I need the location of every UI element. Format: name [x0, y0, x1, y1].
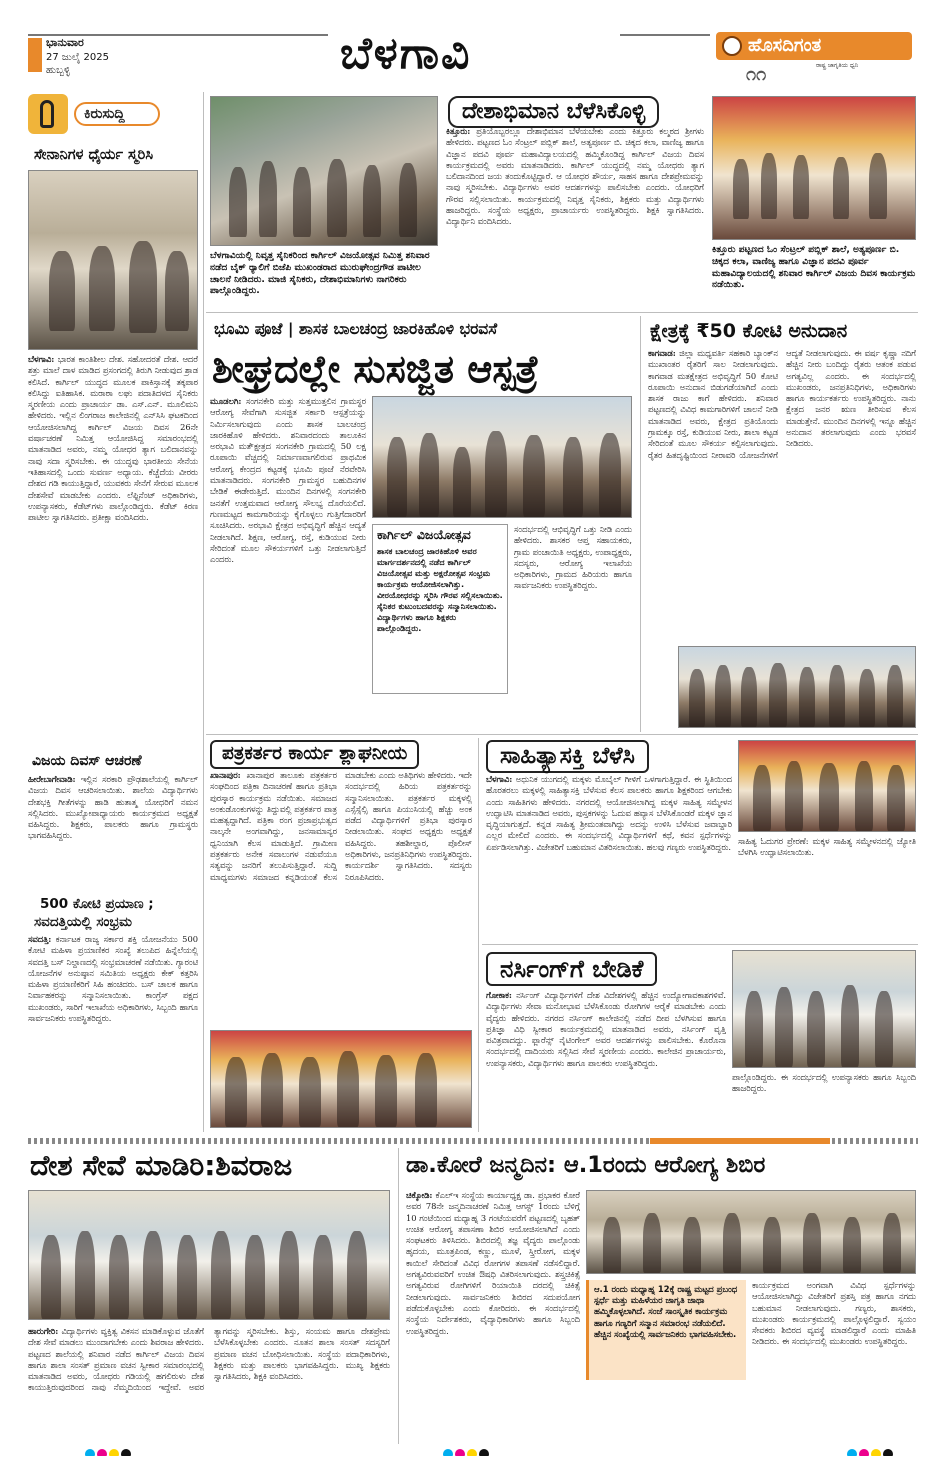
nursing-body [486, 990, 726, 1110]
logo-text: ಹೊಸದಿಗಂತ [748, 35, 822, 56]
desha-seve-title: ದೇಶ ಸೇವೆ ಮಾಡಿರಿ:ಶಿವರಾಜ [30, 1149, 293, 1182]
rule-nursing-top [482, 944, 918, 945]
kirusuddi-item1-photo [28, 170, 198, 350]
hospital-body-right [514, 524, 632, 724]
logo-tagline: ರಾಷ್ಟ್ರ ಜಾಗೃತಿಯ ಧ್ವನಿ [816, 62, 859, 69]
kore-text: ಕೆಎಲ್‌ಇ ಸಂಸ್ಥೆಯ ಕಾರ್ಯಾಧ್ಯಕ್ಷ ಡಾ. ಪ್ರಭಾಕರ ಕೋರೆ ಅವರ 78ನೇ ಜನ್ಮದಿನಾಚರಣೆ ನಿಮಿತ್ತ ಆಗಸ್ಟ್ 1ರಂದು ಬೆಳಿಗ್ಗೆ 10 ಗಂಟೆಯಿಂದ ಮಧ್ಯಾಹ್ನ 3 ಗಂಟೆಯವರೆಗೆ ಪಟ್ಟಣದಲ್ಲಿ ಬೃಹತ್ ಉಚಿತ ಆರೋಗ್ಯ ತಪಾಸಣಾ ಶಿಬಿರ ಆಯೋಜಿಸಲಾಗಿದೆ ಎಂದು ಸಂಘಟಕರು ತಿಳಿಸಿದರು. ಶಿಬಿರದಲ್ಲಿ ತಜ್ಞ ವೈದ್ಯರು ಪಾಲ್ಗೊಂಡು ಹೃದಯ, ಮೂತ್ರಪಿಂಡ, ಕಣ್ಣು, ಮೂಳೆ, ಸ್ತ್ರೀರೋಗ, ಮಕ್ಕಳ ಕಾಯಿಲೆ ಸೇರಿದಂತೆ ವಿವಿಧ ರೋಗಗಳ ತಪಾಸಣೆ ನಡೆಸಲಿದ್ದಾರೆ. ಅಗತ್ಯವಿರುವವರಿಗೆ ಉಚಿತ ಔಷಧಿ ವಿತರಿಸಲಾಗುವುದು. ಶಸ್ತ್ರಚಿಕಿತ್ಸೆ ಅಗತ್ಯವಿರುವ ರೋಗಿಗಳಿಗೆ ರಿಯಾಯಿತಿ ದರದಲ್ಲಿ ಚಿಕಿತ್ಸೆ ನೀಡಲಾಗುವುದು. ಸಾರ್ವಜನಿಕರು ಶಿಬಿರದ ಸದುಪಯೋಗ ಪಡೆದುಕೊಳ್ಳಬೇಕು ಎಂದು ಕೋರಿದರು. ಈ ಸಂದರ್ಭದಲ್ಲಿ ಸಂಸ್ಥೆಯ ನಿರ್ದೇಶಕರು, ವೈದ್ಯಾಧಿಕಾರಿಗಳು ಹಾಗೂ ಸಿಬ್ಬಂದಿ ಉಪಸ್ಥಿತರಿದ್ದರು. [406, 1190, 580, 1336]
desha-seve-body [28, 1326, 390, 1442]
masthead-rule-right [620, 34, 710, 36]
hospital-text: ಸಂಗನಕೇರಿ ಮತ್ತು ಸುತ್ತಮುತ್ತಲಿನ ಗ್ರಾಮಸ್ಥರ ಆರೋಗ್ಯ ಸೇವೆಗಾಗಿ ಸುಸಜ್ಜಿತ ಸರ್ಕಾರಿ ಆಸ್ಪತ್ರೆಯನ್ನು ನಿರ್ಮಿಸಲಾಗುವುದು ಎಂದು ಶಾಸಕ ಬಾಲಚಂದ್ರ ಜಾರಕಿಹೊಳಿ ಹೇಳಿದರು. ಶನಿವಾರದಂದು ತಾಲೂಕಿನ ಅರಭಾವಿ ಮತ್ಕ್ಷೇತ್ರದ ಸಂಗನಕೇರಿ ಗ್ರಾಮದಲ್ಲಿ 50 ಲಕ್ಷ ರೂಪಾಯಿ ವೆಚ್ಚದಲ್ಲಿ ನಿರ್ಮಾಣವಾಗಲಿರುವ ಪ್ರಾಥಮಿಕ ಆರೋಗ್ಯ ಕೇಂದ್ರದ ಕಟ್ಟಡಕ್ಕೆ ಭೂಮಿ ಪೂಜೆ ನೆರವೇರಿಸಿ ಮಾತನಾಡಿದರು. ಸಂಗನಕೇರಿ ಗ್ರಾಮಸ್ಥರ ಬಹುದಿನಗಳ ಬೇಡಿಕೆ ಈಡೇರುತ್ತಿದೆ. ಮುಂದಿನ ದಿನಗಳಲ್ಲಿ ಸಂಗನಕೇರಿ ಜನತೆಗೆ ಉತ್ತಮವಾದ ಆರೋಗ್ಯ ಸೌಲಭ್ಯ ದೊರೆಯಲಿದೆ. ಗುಣಮಟ್ಟದ ಕಾಮಗಾರಿಯನ್ನು ಕೈಗೊಳ್ಳಲು ಗುತ್ತಿಗೆದಾರರಿಗೆ ಸೂಚಿಸಿದರು. ಅರಭಾವಿ ಕ್ಷೇತ್ರದ ಅಭಿವೃದ್ಧಿಗೆ ಹೆಚ್ಚಿನ ಆದ್ಯತೆ ನೀಡಲಾಗಿದೆ. ಶಿಕ್ಷಣ, ಆರೋಗ್ಯ, ರಸ್ತೆ, ಕುಡಿಯುವ ನೀರು ಸೇರಿದಂತೆ ಮೂಲ ಸೌಕರ್ಯಗಳಿಗೆ ಒತ್ತು ನೀಡಲಾಗುತ್ತಿದೆ ಎಂದರು. [210, 396, 366, 565]
sahitya-title: ಸಾಹಿತ್ಯಾಸಕ್ತಿ ಬೆಳೆಸಿ [486, 740, 649, 773]
rule-under-top-stories [206, 312, 918, 313]
deshabhimana-title: ದೇಶಾಭಿಮಾನ ಬೆಳೆಸಿಕೊಳ್ಳಿ [448, 96, 659, 128]
sahitya-caption-text: ಸಾಹಿತ್ಯ ಓದುಗರ ಪ್ರೇರಣೆ: ಮಕ್ಕಳ ಸಾಹಿತ್ಯ ಸಮ್ಮೇಳನದಲ್ಲಿ ಜ್ಯೋತಿ ಬೆಳಗಿಸಿ ಉದ್ಘಾಟಿಸಲಾಯಿತು. [738, 836, 916, 858]
kirusuddi-item1-lead: ಬೆಳಗಾವಿ: [28, 354, 55, 364]
nursing-caption [732, 1072, 916, 1128]
school-event-photo [712, 96, 916, 240]
rule-mid-section [206, 734, 918, 735]
deshabhimana-body [446, 126, 704, 306]
kirusuddi-item1-title: ಸೇನಾನಿಗಳ ಧೈರ್ಯ ಸ್ಮರಿಸಿ [34, 147, 154, 163]
masthead-orange-block [28, 38, 42, 72]
nursing-photo [732, 950, 916, 1068]
deshabhimana-text: ಪ್ರತಿಯೊಬ್ಬರಲ್ಲೂ ದೇಶಾಭಿಮಾನ ಬೆಳೆಯಬೇಕು ಎಂದು ಕಿತ್ತೂರು ಕಲ್ಮಠದ ಶ್ರೀಗಳು ಹೇಳಿದರು. ಪಟ್ಟಣದ ಓಂ ಸೆಂಟ್ರಲ್ ಪಬ್ಲಿಕ್ ಶಾಲೆ, ಅತ್ಯಪೂರ್ಣ ಬಿ. ಚಿಕ್ಕದ ಕಲಾ, ವಾಣಿಜ್ಯ ಹಾಗೂ ವಿಜ್ಞಾನ ಪದವಿ ಪೂರ್ವ ಮಹಾವಿದ್ಯಾಲಯದಲ್ಲಿ ಹಮ್ಮಿಕೊಂಡಿದ್ದ ಕಾರ್ಗಿಲ್ ವಿಜಯ ದಿವಸ ಕಾರ್ಯಕ್ರಮದಲ್ಲಿ ಅವರು ಮಾತನಾಡಿದರು. ಕಾರ್ಗಿಲ್ ಯುದ್ಧದಲ್ಲಿ ನಮ್ಮ ಯೋಧರು ತ್ಯಾಗ ಬಲಿದಾನದಿಂದ ಜಯ ತಂದುಕೊಟ್ಟಿದ್ದಾರೆ. ಆ ಯೋಧರ ಶೌರ್ಯ, ಸಾಹಸ ಹಾಗೂ ದೇಶಪ್ರೇಮವನ್ನು ನಾವು ಸ್ಮರಿಸಬೇಕು. ವಿದ್ಯಾರ್ಥಿಗಳು ಅವರ ಆದರ್ಶಗಳನ್ನು ಪಾಲಿಸಬೇಕು ಎಂದರು. ಯೋಧರಿಗೆ ಗೌರವ ಸಲ್ಲಿಸಲಾಯಿತು. ಕಾರ್ಯಕ್ರಮದಲ್ಲಿ ನಿವೃತ್ತ ಸೈನಿಕರು, ಶಿಕ್ಷಕರು ಮತ್ತು ವಿದ್ಯಾರ್ಥಿಗಳು ಹಾಜರಿದ್ದರು. ಸಂಸ್ಥೆಯ ಅಧ್ಯಕ್ಷರು, ಪ್ರಾಚಾರ್ಯರು ಉಪಸ್ಥಿತರಿದ್ದರು. ಶಿಕ್ಷಕಿ ಸ್ವಾಗತಿಸಿದರು. ವಿದ್ಯಾರ್ಥಿನಿ ವಂದಿಸಿದರು. [446, 126, 704, 227]
reg-dot-yellow [109, 1449, 119, 1456]
kore-body-right [752, 1280, 916, 1442]
desha-seve-text: ವಿದ್ಯಾರ್ಥಿಗಳು ವ್ಯಕ್ತಿತ್ವ ವಿಕಸನ ಮಾಡಿಕೊಳ್ಳುವ ಜೊತೆಗೆ ದೇಶ ಸೇವೆ ಮಾಡಲು ಮುಂದಾಗಬೇಕು ಎಂದು ಶಿವರಾಜ ಹೇಳಿದರು. ಪಟ್ಟಣದ ಶಾಲೆಯಲ್ಲಿ ಶನಿವಾರ ನಡೆದ ಕಾರ್ಗಿಲ್ ವಿಜಯ ದಿವಸ ಹಾಗೂ ಶಾಲಾ ಸಂಸತ್ ಪ್ರಮಾಣ ವಚನ ಸ್ವೀಕಾರ ಸಮಾರಂಭದಲ್ಲಿ ಮಾತನಾಡಿದ ಅವರು, ಯೋಧರು ಗಡಿಯಲ್ಲಿ ಹಗಲಿರುಳು ದೇಶ ಕಾಯುತ್ತಿರುವುದರಿಂದ ನಾವು ನೆಮ್ಮದಿಯಿಂದ ಇದ್ದೇವೆ. ಅವರ ತ್ಯಾಗವನ್ನು ಸ್ಮರಿಸಬೇಕು. ಶಿಸ್ತು, ಸಂಯಮ ಹಾಗೂ ದೇಶಪ್ರೇಮ ಬೆಳೆಸಿಕೊಳ್ಳಬೇಕು ಎಂದರು. ನೂತನ ಶಾಲಾ ಸಂಸತ್ ಸದಸ್ಯರಿಗೆ ಪ್ರಮಾಣ ವಚನ ಬೋಧಿಸಲಾಯಿತು. ಸಂಸ್ಥೆಯ ಪದಾಧಿಕಾರಿಗಳು, ಶಿಕ್ಷಕರು ಮತ್ತು ಪಾಲಕರು ಭಾಗವಹಿಸಿದ್ದರು. ಮುಖ್ಯ ಶಿಕ್ಷಕರು ಸ್ವಾಗತಿಸಿದರು, ಶಿಕ್ಷಕಿ ವಂದಿಸಿದರು. [28, 1326, 390, 1393]
hospital-text-right: ಸಂದರ್ಭದಲ್ಲಿ ಆಭಿವೃದ್ಧಿಗೆ ಒತ್ತು ನೀಡಿ ಎಂದು ಹೇಳಿದರು. ಶಾಸಕರ ಆಪ್ತ ಸಹಾಯಕರು, ಗ್ರಾಮ ಪಂಚಾಯಿತಿ ಅಧ್ಯಕ್ಷರು, ಉಪಾಧ್ಯಕ್ಷರು, ಸದಸ್ಯರು, ಆರೋಗ್ಯ ಇಲಾಖೆಯ ಅಧಿಕಾರಿಗಳು, ಗ್ರಾಮದ ಹಿರಿಯರು ಹಾಗೂ ಸಾರ್ವಜನಿಕರು ಉಪಸ್ಥಿತರಿದ್ದರು. [514, 524, 632, 591]
sahitya-caption [738, 836, 916, 940]
reg-dot-yellow [467, 1449, 477, 1456]
masthead-logo [716, 32, 912, 86]
sahitya-photo [738, 740, 916, 832]
reg-dot-magenta [859, 1449, 869, 1456]
registration-marks-mid [442, 1444, 502, 1456]
sahitya-body [486, 774, 732, 940]
reg-dot-black [121, 1449, 131, 1456]
masthead [0, 0, 945, 90]
hospital-lead: ಮೂಡಲಗಿ: [210, 396, 242, 406]
kirusuddi-label: ಕಿರುಸುದ್ದಿ [84, 106, 125, 122]
deshabhimana-lead: ಕಿತ್ತೂರು: [446, 126, 471, 136]
hospital-bhoomi-puja-photo [372, 396, 632, 518]
registration-marks-left [84, 1444, 144, 1456]
patrakarta-text: ಖಾನಾಪುರ ತಾಲೂಕು ಪತ್ರಕರ್ತರ ಸಂಘದಿಂದ ಪತ್ರಿಕಾ ದಿನಾಚರಣೆ ಹಾಗೂ ಪ್ರತಿಭಾ ಪುರಸ್ಕಾರ ಕಾರ್ಯಕ್ರಮ ನಡೆಯಿತು. ಸಮಾಜದ ಅಂಕುಡೊಂಕುಗಳನ್ನು ತಿದ್ದುವಲ್ಲಿ ಪತ್ರಕರ್ತರ ಪಾತ್ರ ಮಹತ್ವದ್ದಾಗಿದೆ. ಪತ್ರಿಕಾ ರಂಗ ಪ್ರಜಾಪ್ರಭುತ್ವದ ನಾಲ್ಕನೇ ಅಂಗವಾಗಿದ್ದು, ಜನಸಾಮಾನ್ಯರ ಧ್ವನಿಯಾಗಿ ಕೆಲಸ ಮಾಡುತ್ತಿದೆ. ಗ್ರಾಮೀಣ ಪತ್ರಕರ್ತರು ಅನೇಕ ಸವಾಲುಗಳ ನಡುವೆಯೂ ಸತ್ಯವನ್ನು ಜನರಿಗೆ ತಲುಪಿಸುತ್ತಿದ್ದಾರೆ. ಸುದ್ದಿ ಮಾಧ್ಯಮಗಳು ಸಮಾಜದ ಕನ್ನಡಿಯಂತೆ ಕೆಲಸ ಮಾಡಬೇಕು ಎಂದು ಅತಿಥಿಗಳು ಹೇಳಿದರು. ಇದೇ ಸಂದರ್ಭದಲ್ಲಿ ಹಿರಿಯ ಪತ್ರಕರ್ತರನ್ನು ಸನ್ಮಾನಿಸಲಾಯಿತು. ಪತ್ರಕರ್ತರ ಮಕ್ಕಳಲ್ಲಿ ಎಸ್ಸೆಸ್ಸೆಲ್ಸಿ ಹಾಗೂ ಪಿಯುಸಿಯಲ್ಲಿ ಹೆಚ್ಚು ಅಂಕ ಪಡೆದ ವಿದ್ಯಾರ್ಥಿಗಳಿಗೆ ಪ್ರತಿಭಾ ಪುರಸ್ಕಾರ ನೀಡಲಾಯಿತು. ಸಂಘದ ಅಧ್ಯಕ್ಷರು ಅಧ್ಯಕ್ಷತೆ ವಹಿಸಿದ್ದರು. ತಹಶೀಲ್ದಾರ, ಪೊಲೀಸ್ ಅಧಿಕಾರಿಗಳು, ಜನಪ್ರತಿನಿಧಿಗಳು ಉಪಸ್ಥಿತರಿದ್ದರು. ಕಾರ್ಯದರ್ಶಿ ಸ್ವಾಗತಿಸಿದರು. ಸದಸ್ಯರು ನಿರೂಪಿಸಿದರು. [210, 770, 472, 882]
reg-dot-cyan [847, 1449, 857, 1456]
reg-dot-magenta [455, 1449, 465, 1456]
kore-photo [586, 1190, 916, 1274]
kirusuddi-item1-body [28, 354, 198, 750]
section-title: ಬೆಳಗಾವಿ [340, 28, 472, 79]
hospital-body [210, 396, 366, 726]
hospital-title: ಶೀಘ್ರದಲ್ಲೇ ಸುಸಜ್ಜಿತ ಆಸ್ಪತ್ರೆ [212, 347, 539, 391]
page-number: ೧೧ [746, 64, 767, 85]
reg-dot-black [883, 1449, 893, 1456]
school-event-caption: ಕಿತ್ತೂರು ಪಟ್ಟಣದ ಓಂ ಸೆಂಟ್ರಲ್ ಪಬ್ಲಿಕ್ ಶಾಲೆ, ಅತ್ಯಪೂರ್ಣ ಬಿ. ಚಿಕ್ಕದ ಕಲಾ, ವಾಣಿಜ್ಯ ಹಾಗೂ ವಿಜ್ಞಾನ ಪದವಿ ಪೂರ್ವ ಮಹಾವಿದ್ಯಾಲಯದಲ್ಲಿ ಶನಿವಾರ ಕಾರ್ಗಿಲ್ ವಿಜಯ ದಿವಸ ಕಾರ್ಯಕ್ರಮ ನಡೆಯಿತು. [712, 244, 916, 291]
patrakarta-body [210, 770, 472, 1024]
kshetra-text: ಜಿಲ್ಲಾ ಮಧ್ಯವರ್ತಿ ಸಹಕಾರಿ ಬ್ಯಾಂಕ್‌ನ ಮುಖಾಂತರ ರೈತರಿಗೆ ಸಾಲ ನೀಡಲಾಗುವುದು. ಕಾಗವಾಡ ಮತಕ್ಷೇತ್ರದ ಅಭಿವೃದ್ಧಿಗೆ 50 ಕೋಟಿ ರೂಪಾಯಿ ಅನುದಾನ ಬಿಡುಗಡೆಯಾಗಿದೆ ಎಂದು ಶಾಸಕ ರಾಜು ಕಾಗೆ ಹೇಳಿದರು. ಶನಿವಾರ ಪಟ್ಟಣದಲ್ಲಿ ವಿವಿಧ ಕಾಮಗಾರಿಗಳಿಗೆ ಚಾಲನೆ ನೀಡಿ ಮಾತನಾಡಿದ ಅವರು, ಕ್ಷೇತ್ರದ ಪ್ರತಿಯೊಂದು ಗ್ರಾಮಕ್ಕೂ ರಸ್ತೆ, ಕುಡಿಯುವ ನೀರು, ಶಾಲಾ ಕಟ್ಟಡ ಸೇರಿದಂತೆ ಮೂಲ ಸೌಕರ್ಯ ಕಲ್ಪಿಸಲಾಗುವುದು. ರೈತರ ಹಿತದೃಷ್ಟಿಯಿಂದ ನೀರಾವರಿ ಯೋಜನೆಗಳಿಗೆ ಆದ್ಯತೆ ನೀಡಲಾಗುವುದು. ಈ ವರ್ಷ ಕೃಷ್ಣಾ ನದಿಗೆ ಹೆಚ್ಚಿನ ನೀರು ಬಂದಿದ್ದು ರೈತರು ಆತಂಕ ಪಡುವ ಅಗತ್ಯವಿಲ್ಲ ಎಂದರು. ಈ ಸಂದರ್ಭದಲ್ಲಿ ಮುಖಂಡರು, ಜನಪ್ರತಿನಿಧಿಗಳು, ಅಧಿಕಾರಿಗಳು ಹಾಗೂ ಕಾರ್ಯಕರ್ತರು ಉಪಸ್ಥಿತರಿದ್ದರು. ನಾನು ಕ್ಷೇತ್ರದ ಜನರ ಋಣ ತೀರಿಸುವ ಕೆಲಸ ಮಾಡುತ್ತೇನೆ. ಮುಂದಿನ ದಿನಗಳಲ್ಲಿ ಇನ್ನೂ ಹೆಚ್ಚಿನ ಅನುದಾನ ತರಲಾಗುವುದು ಎಂದು ಭರವಸೆ ನೀಡಿದರು. [648, 348, 916, 460]
registration-marks-right [846, 1444, 906, 1456]
kore-callout-text: ಆ.1 ರಂದು ಮಧ್ಯಾಹ್ನ 12ಕ್ಕೆ ರಾಷ್ಟ್ರ ಮಟ್ಟದ ಪ್ರಬಂಧ ಸ್ಪರ್ಧೆ ಮತ್ತು ಮಹಿಳೆಯರ ಜಾಗೃತಿ ಜಾಥಾ ಹಮ್ಮಿಕೊಳ್ಳಲಾಗಿದೆ. ಸಂಜೆ ಸಾಂಸ್ಕೃತಿಕ ಕಾರ್ಯಕ್ರಮ ಹಾಗೂ ಗಣ್ಯರಿಗೆ ಸನ್ಮಾನ ಸಮಾರಂಭ ನಡೆಯಲಿದೆ. ಹೆಚ್ಚಿನ ಸಂಖ್ಯೆಯಲ್ಲಿ ಸಾರ್ವಜನಿಕರು ಭಾಗವಹಿಸಬೇಕು. [594, 1284, 738, 1339]
reg-dot-yellow [871, 1449, 881, 1456]
nursing-lead: ಗೋಕಾಕ: [486, 990, 512, 1000]
kshetra-title: ಕ್ಷೇತ್ರಕ್ಕೆ ₹50 ಕೋಟಿ ಅನುದಾನ [650, 320, 848, 342]
kargil-inset [372, 524, 508, 694]
column-rule-left [203, 92, 204, 1132]
bike-rally-photo [210, 96, 438, 246]
masthead-date-block [46, 36, 166, 86]
kirusuddi-item2-lead: ಹೀರೇಬಾಗೇವಾಡಿ: [28, 774, 76, 784]
nursing-title: ನರ್ಸಿಂಗ್‌ಗೆ ಬೇಡಿಕೆ [486, 952, 657, 986]
kirusuddi-item3-text: ಕರ್ನಾಟಕ ರಾಜ್ಯ ಸರ್ಕಾರ ಶಕ್ತಿ ಯೋಜನೆಯು 500 ಕೋಟಿ ಮಹಿಳಾ ಪ್ರಯಾಣಿಕರ ಸಂಖ್ಯೆ ತಲುಪಿದ ಹಿನ್ನೆಲೆಯಲ್ಲಿ ಸವದತ್ತಿ ಬಸ್ ನಿಲ್ದಾಣದಲ್ಲಿ ಸಂಭ್ರಮಾಚರಣೆ ನಡೆಯಿತು. ಗ್ಯಾರಂಟಿ ಯೋಜನೆಗಳ ಅನುಷ್ಠಾನ ಸಮಿತಿಯ ಅಧ್ಯಕ್ಷರು ಕೇಕ್ ಕತ್ತರಿಸಿ ಮಹಿಳಾ ಪ್ರಯಾಣಿಕರಿಗೆ ಸಿಹಿ ಹಂಚಿದರು. ಬಸ್ ಚಾಲಕ ಹಾಗೂ ನಿರ್ವಾಹಕರನ್ನು ಸನ್ಮಾನಿಸಲಾಯಿತು. ಕಾಂಗ್ರೆಸ್ ಪಕ್ಷದ ಮುಖಂಡರು, ಸಾರಿಗೆ ಇಲಾಖೆಯ ಅಧಿಕಾರಿಗಳು, ಸಿಬ್ಬಂದಿ ಹಾಗೂ ಸಾರ್ವಜನಿಕರು ಉಪಸ್ಥಿತರಿದ್ದರು. [28, 934, 198, 1024]
column-rule-bottom [398, 1148, 399, 1444]
kore-title: ಡಾ.ಕೋರೆ ಜನ್ಮದಿನ: ಆ.1ರಂದು ಆರೋಗ್ಯ ಶಿಬಿರ [406, 1152, 766, 1178]
reg-dot-magenta [97, 1449, 107, 1456]
kirusuddi-item1-text: ಭಾರತ ಕಾಂತಿಶೀಲ ದೇಶ. ಸಹೋದರತೆ ದೇಶ. ಆದರೆ ಶತ್ರು ಮಾಲೆ ದಾಳ ಮಾಡಿದ ಪ್ರಸಂಗದಲ್ಲಿ ತಿರುಗಿ ನೀಡುವುದ ಶ್ರಾಡ ಕಲಿಸಿದೆ. ಕಾರ್ಗಿಲ್ ಯುದ್ಧದ ಮೂಲಕ ಪಾಕಿಸ್ತಾನಕ್ಕೆ ತಕ್ಕಪಾಠ ಕಲಿಸಿದ್ದು ಐತಿಹಾಸಿಕ. ಮರಾಠಾ ಲಘು ಪದಾತಿದಳದ ಸೈನಿಕರು ಸ್ಮರಣೀಯ ಎಂದು ಪ್ರಾಚಾರ್ಯ ಡಾ. ಎಸ್.ಎನ್. ಮೂಲಿಮನಿ ಹೇಳಿದರು. ಇಲ್ಲಿನ ಲಿಂಗರಾಜ ಕಾಲೇಜಿನಲ್ಲಿ ಎನ್‌ಸಿಸಿ ಘಟಕದಿಂದ ಆಯೋಜಿಸಲಾಗಿದ್ದ ಕಾರ್ಗಿಲ್ ವಿಜಯ ದಿವಸ 26ನೇ ವರ್ಷಾಚರಣೆ ನಿಮಿತ್ತ ಆಯೋಜಿಸಿದ್ದ ಸಮಾರಂಭದಲ್ಲಿ ಮಾತನಾಡಿದ ಅವರು, ನಮ್ಮ ಯೋಧರ ತ್ಯಾಗ ಬಲಿದಾನವನ್ನು ನಾವು ಸದಾ ಸ್ಮರಿಸಬೇಕು. ಈ ಯುದ್ಧವು ಭಾರತೀಯ ಸೇನೆಯ ಇತಿಹಾಸದಲ್ಲಿ ಒಂದು ಸುವರ್ಣ ಅಧ್ಯಾಯ. ಕೆಚ್ಚೆದೆಯ ವೀರರು ದೇಶದ ಗಡಿ ಕಾಯುತ್ತಿದ್ದಾರೆ, ಯುವಕರು ಸೇನೆಗೆ ಸೇರುವ ಮೂಲಕ ದೇಶಸೇವೆ ಮಾಡಬೇಕು ಎಂದರು. ಲೆಫ್ಟಿನೆಂಟ್ ಅಧಿಕಾರಿಗಳು, ಉಪನ್ಯಾಸಕರು, ಕೆಡೆಟ್‌ಗಳು ಪಾಲ್ಗೊಂಡಿದ್ದರು. ಕೆಡೆಟ್ ಕಿರಣ ಪಾಟೀಲ ಸ್ವಾಗತಿಸಿದರು. ಪ್ರತೀಕ್ಷಾ ವಂದಿಸಿದರು. [28, 354, 198, 523]
kargil-inset-title: ಕಾರ್ಗಿಲ್ ವಿಜಯೋತ್ಸವ [377, 527, 471, 542]
masthead-city: ಹುಬ್ಬಳ್ಳಿ [46, 65, 71, 76]
logo-emblem-icon [722, 36, 742, 56]
nursing-text: ನರ್ಸಿಂಗ್ ವಿದ್ಯಾರ್ಥಿಗಳಿಗೆ ದೇಶ ವಿದೇಶಗಳಲ್ಲಿ ಹೆಚ್ಚಿನ ಉದ್ಯೋಗಾವಕಾಶಗಳಿವೆ. ವಿದ್ಯಾರ್ಥಿಗಳು ಸೇವಾ ಮನೋಭಾವ ಬೆಳೆಸಿಕೊಂಡು ರೋಗಿಗಳ ಆರೈಕೆ ಮಾಡಬೇಕು ಎಂದು ವೈದ್ಯರು ಹೇಳಿದರು. ನಗರದ ನರ್ಸಿಂಗ್ ಕಾಲೇಜಿನಲ್ಲಿ ನಡೆದ ದೀಪ ಬೆಳಗಿಸುವ ಹಾಗೂ ಪ್ರತಿಜ್ಞಾ ವಿಧಿ ಸ್ವೀಕಾರ ಕಾರ್ಯಕ್ರಮದಲ್ಲಿ ಮಾತನಾಡಿದ ಅವರು, ನರ್ಸಿಂಗ್ ವೃತ್ತಿ ಪವಿತ್ರವಾದದ್ದು. ಫ್ಲಾರೆನ್ಸ್ ನೈಟಿಂಗೇಲ್ ಅವರ ಆದರ್ಶಗಳನ್ನು ಪಾಲಿಸಬೇಕು. ಕೊರೊನಾ ಸಂದರ್ಭದಲ್ಲಿ ದಾದಿಯರು ಸಲ್ಲಿಸಿದ ಸೇವೆ ಸ್ಮರಣೀಯ ಎಂದರು. ಕಾಲೇಜಿನ ಪ್ರಾಚಾರ್ಯರು, ಉಪನ್ಯಾಸಕರು, ವಿದ್ಯಾರ್ಥಿಗಳು ಹಾಗೂ ಪಾಲಕರು ಉಪಸ್ಥಿತರಿದ್ದರು. [486, 990, 726, 1068]
masthead-rule-left [28, 34, 328, 36]
kirusuddi-item3-lead: ಸವದತ್ತಿ: [28, 934, 52, 944]
kirusuddi-item2-text: ಇಲ್ಲಿನ ಸರಕಾರಿ ಪ್ರೌಢಶಾಲೆಯಲ್ಲಿ ಕಾರ್ಗಿಲ್ ವಿಜಯ ದಿವಸ ಆಚರಿಸಲಾಯಿತು. ಶಾಲೆಯ ವಿದ್ಯಾರ್ಥಿಗಳು ದೇಶಭಕ್ತಿ ಗೀತೆಗಳನ್ನು ಹಾಡಿ ಹುತಾತ್ಮ ಯೋಧರಿಗೆ ನಮನ ಸಲ್ಲಿಸಿದರು. ಮುಖ್ಯೋಪಾಧ್ಯಾಯರು ಕಾರ್ಯಕ್ರಮದ ಅಧ್ಯಕ್ಷತೆ ವಹಿಸಿದ್ದರು. ಶಿಕ್ಷಕರು, ಪಾಲಕರು ಹಾಗೂ ಗ್ರಾಮಸ್ಥರು ಭಾಗವಹಿಸಿದ್ದರು. [28, 774, 198, 841]
kirusuddi-item2-body [28, 774, 198, 892]
sahitya-text: ಅಧುನಿಕ ಯುಗದಲ್ಲಿ ಮಕ್ಕಳು ಮೊಬೈಲ್ ಗೀಳಿಗೆ ಒಳಗಾಗುತ್ತಿದ್ದಾರೆ. ಈ ಸ್ಥಿತಿಯಿಂದ ಹೊರತರಲು ಮಕ್ಕಳಲ್ಲಿ ಸಾಹಿತ್ಯಾಸಕ್ತಿ ಬೆಳೆಸುವ ಕೆಲಸ ಪಾಲಕರು ಹಾಗೂ ಶಿಕ್ಷಕರಿಂದ ಆಗಬೇಕು ಎಂದು ಸಾಹಿತಿಗಳು ಹೇಳಿದರು. ನಗರದಲ್ಲಿ ಆಯೋಜಿಸಲಾಗಿದ್ದ ಮಕ್ಕಳ ಸಾಹಿತ್ಯ ಸಮ್ಮೇಳನ ಉದ್ಘಾಟಿಸಿ ಮಾತನಾಡಿದ ಅವರು, ಪುಸ್ತಕಗಳನ್ನು ಓದುವ ಹವ್ಯಾಸ ಬೆಳೆಸಿಕೊಂಡರೆ ಮಕ್ಕಳ ಜ್ಞಾನ ವೃದ್ಧಿಯಾಗುತ್ತದೆ. ಕನ್ನಡ ಸಾಹಿತ್ಯ ಶ್ರೀಮಂತವಾಗಿದ್ದು ಅದನ್ನು ಉಳಿಸಿ ಬೆಳೆಸುವ ಜವಾಬ್ದಾರಿ ಎಲ್ಲರ ಮೇಲಿದೆ ಎಂದರು. ಈ ಸಂದರ್ಭದಲ್ಲಿ ವಿದ್ಯಾರ್ಥಿಗಳಿಗೆ ಕಥೆ, ಕವನ ಸ್ಪರ್ಧೆಗಳನ್ನು ಏರ್ಪಡಿಸಲಾಗಿತ್ತು. ವಿಜೇತರಿಗೆ ಬಹುಮಾನ ವಿತರಿಸಲಾಯಿತು. ಹಲವು ಗಣ್ಯರು ಉಪಸ್ಥಿತರಿದ್ದರು. [486, 774, 732, 852]
kore-lead: ಚಿಕ್ಕೋಡಿ: [406, 1190, 433, 1200]
kirusuddi-item2-title: ವಿಜಯ ದಿವಸ್ ಆಚರಣೆ [32, 753, 142, 769]
kshetra-photo [678, 646, 916, 728]
desha-seve-lead: ಹಾರುಗೇರಿ: [28, 1326, 59, 1336]
reg-dot-cyan [443, 1449, 453, 1456]
column-rule-lower-mid [478, 738, 479, 1132]
kore-callout [586, 1280, 746, 1380]
column-rule-mid [640, 316, 641, 732]
nursing-caption-text: ಪಾಲ್ಗೊಂಡಿದ್ದರು. ಈ ಸಂದರ್ಭದಲ್ಲಿ ಉಪನ್ಯಾಸಕರು ಹಾಗೂ ಸಿಬ್ಬಂದಿ ಹಾಜರಿದ್ದರು. [732, 1072, 916, 1094]
desha-seve-photo [28, 1190, 390, 1320]
patrakarta-title: ಪತ್ರಕರ್ತರ ಕಾರ್ಯ ಶ್ಲಾಘನೀಯ [210, 740, 419, 769]
finger-icon-glyph [40, 100, 54, 128]
masthead-day: ಭಾನುವಾರ [46, 36, 84, 49]
reg-dot-cyan [85, 1449, 95, 1456]
patrakarta-photo [210, 1030, 472, 1128]
kshetra-lead: ಕಾಗವಾಡ: [648, 348, 676, 358]
bike-rally-caption: ಬೆಳಗಾವಿಯಲ್ಲಿ ನಿವೃತ್ತ ಸೈನಿಕರಿಂದ ಕಾರ್ಗಿಲ್ ವಿಜಯೋತ್ಸವ ನಿಮಿತ್ತ ಶನಿವಾರ ನಡೆದ ಬೈಕ್ ರ‍್ಯಾಲಿಗೆ ಬಿಜೆಪಿ ಮುಖಂಡರಾದ ಮುರುಘೇಂದ್ರಗೌಡ ಪಾಟೀಲ ಚಾಲನೆ ನೀಡಿದರು. ಮಾಜಿ ಸೈನಿಕರು, ದೇಶಾಭಿಮಾನಿಗಳು ನಾಗರಿಕರು ಪಾಲ್ಗೊಂಡಿದ್ದರು. [210, 250, 430, 297]
kirusuddi-column [28, 92, 198, 1132]
hospital-body-bottom [372, 698, 508, 728]
separator-accent [650, 1138, 830, 1144]
patrakarta-lead: ಖಾನಾಪುರ: [210, 770, 241, 780]
kirusuddi-item3-body [28, 934, 198, 1132]
kargil-inset-body: ಶಾಸಕ ಬಾಲಚಂದ್ರ ಜಾರಕಿಹೊಳಿ ಅವರ ಮಾರ್ಗದರ್ಶನದಲ್ಲಿ ನಡೆದ ಕಾರ್ಗಿಲ್ ವಿಜಯೋತ್ಸವ ಮತ್ತು ಅಕ್ಷರೋತ್ಸವ ಸಂಭ್ರಮ ಕಾರ್ಯಕ್ರಮ ಆಯೋಜಿಸಲಾಗಿತ್ತು. ವೀರಯೋಧರನ್ನು ಸ್ಮರಿಸಿ ಗೌರವ ಸಲ್ಲಿಸಲಾಯಿತು. ಸೈನಿಕರ ಕುಟುಂಬದವರನ್ನು ಸನ್ಮಾನಿಸಲಾಯಿತು. ವಿದ್ಯಾರ್ಥಿಗಳು ಹಾಗೂ ಶಿಕ್ಷಕರು ಪಾಲ್ಗೊಂಡಿದ್ದರು. [377, 545, 503, 633]
hospital-kicker: ಭೂಮಿ ಪೂಜೆ | ಶಾಸಕ ಬಾಲಚಂದ್ರ ಜಾರಕಿಹೊಳಿ ಭರವಸೆ [214, 320, 498, 338]
reg-dot-black [479, 1449, 489, 1456]
kshetra-body [648, 348, 916, 638]
kirusuddi-label-box [28, 92, 198, 140]
sahitya-lead: ಬೆಳಗಾವಿ: [486, 774, 513, 784]
masthead-date: 27 ಜುಲೈ 2025 [46, 52, 109, 63]
kirusuddi-item3-title-2: ಸವದತ್ತಿಯಲ್ಲಿ ಸಂಭ್ರಮ [34, 914, 133, 930]
kore-text-right: ಕಾರ್ಯಕ್ರಮದ ಅಂಗವಾಗಿ ವಿವಿಧ ಸ್ಪರ್ಧೆಗಳನ್ನು ಆಯೋಜಿಸಲಾಗಿದ್ದು ವಿಜೇತರಿಗೆ ಪ್ರಶಸ್ತಿ ಪತ್ರ ಹಾಗೂ ನಗದು ಬಹುಮಾನ ನೀಡಲಾಗುವುದು. ಗಣ್ಯರು, ಶಾಸಕರು, ಮುಖಂಡರು ಕಾರ್ಯಕ್ರಮದಲ್ಲಿ ಪಾಲ್ಗೊಳ್ಳಲಿದ್ದಾರೆ. ಸ್ವಯಂ ಸೇವಕರು ಶಿಬಿರದ ವ್ಯವಸ್ಥೆ ಮಾಡಲಿದ್ದಾರೆ ಎಂದು ಮಾಹಿತಿ ನೀಡಿದರು. ಈ ಸಂದರ್ಭದಲ್ಲಿ ಮುಖಂಡರು ಉಪಸ್ಥಿತರಿದ್ದರು. [752, 1280, 916, 1347]
kirusuddi-item3-title-1: 500 ಕೋಟಿ ಪ್ರಯಾಣ ; [40, 896, 154, 912]
kore-body [406, 1190, 580, 1442]
